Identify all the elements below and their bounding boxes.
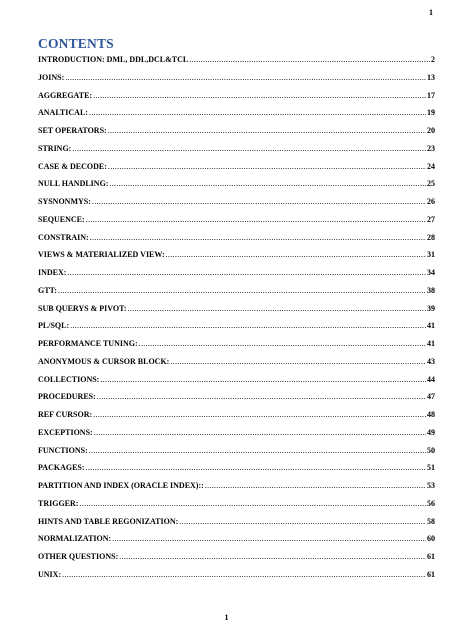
toc-entry-page: 26 xyxy=(427,197,435,206)
toc-entry-title: PERFORMANCE TUNING: xyxy=(38,339,138,348)
toc-entry[interactable] xyxy=(38,55,435,73)
toc-entry[interactable] xyxy=(38,233,435,251)
toc-entry-page: 39 xyxy=(427,303,435,313)
toc-dot-leader xyxy=(79,499,426,508)
toc-dot-leader xyxy=(89,446,426,455)
toc-dot-leader xyxy=(65,73,426,82)
toc-entry-title: PARTITION AND INDEX (ORACLE INDEX):: xyxy=(38,481,204,490)
toc-entry-title: JOINS: xyxy=(38,72,65,82)
toc-entry[interactable] xyxy=(38,91,435,109)
toc-entry[interactable] xyxy=(38,375,435,393)
toc-entry-page: 38 xyxy=(427,285,435,295)
toc-entry[interactable] xyxy=(38,179,435,197)
toc-entry-page: 13 xyxy=(427,72,435,82)
toc-dot-leader xyxy=(139,339,426,348)
toc-dot-leader xyxy=(93,410,426,419)
toc-entry-title: UNIX: xyxy=(38,569,62,579)
toc-entry[interactable] xyxy=(38,357,435,375)
toc-entry[interactable] xyxy=(38,392,435,410)
toc-dot-leader xyxy=(97,392,426,401)
toc-entry[interactable] xyxy=(38,499,435,517)
toc-entry-page: 49 xyxy=(427,427,435,437)
toc-entry-title: CONSTRAIN: xyxy=(38,232,89,242)
toc-entry-page: 27 xyxy=(427,214,435,224)
toc-entry-title: COLLECTIONS: xyxy=(38,374,100,384)
toc-entry-title: SEQUENCE: xyxy=(38,214,85,224)
toc-entry-page: 25 xyxy=(427,179,435,189)
toc-dot-leader xyxy=(86,463,426,472)
toc-entry-page: 23 xyxy=(427,143,435,153)
toc-dot-leader xyxy=(94,428,426,437)
toc-entry[interactable] xyxy=(38,446,435,464)
toc-entry-page: 48 xyxy=(427,410,435,419)
toc-dot-leader xyxy=(67,268,426,277)
toc-entry[interactable] xyxy=(38,428,435,446)
toc-entry[interactable] xyxy=(38,144,435,162)
toc-entry[interactable] xyxy=(38,108,435,126)
toc-entry-title: FUNCTIONS: xyxy=(38,445,88,455)
toc-entry[interactable] xyxy=(38,268,435,286)
toc-dot-leader xyxy=(108,162,426,171)
table-of-contents xyxy=(38,55,435,588)
toc-dot-leader xyxy=(62,570,426,579)
toc-entry-page: 58 xyxy=(427,516,435,526)
toc-dot-leader xyxy=(70,321,426,330)
toc-entry-page: 24 xyxy=(427,161,435,171)
toc-dot-leader xyxy=(90,233,426,242)
toc-entry[interactable] xyxy=(38,463,435,481)
toc-entry[interactable] xyxy=(38,481,435,499)
toc-entry[interactable] xyxy=(38,286,435,304)
header-page-number: 1 xyxy=(429,8,433,17)
toc-entry[interactable] xyxy=(38,570,435,588)
toc-entry-page: 61 xyxy=(427,569,435,579)
toc-entry-page: 56 xyxy=(427,498,435,508)
toc-entry-title: GTT: xyxy=(38,285,57,295)
toc-entry-title: INTRODUCTION: DML, DDL,DCL&TCL xyxy=(38,55,189,64)
toc-entry-page: 17 xyxy=(427,90,435,100)
toc-entry[interactable] xyxy=(38,197,435,215)
toc-entry-page: 44 xyxy=(427,374,435,384)
toc-entry-page: 50 xyxy=(427,445,435,455)
toc-dot-leader xyxy=(72,144,426,153)
toc-entry-page: 41 xyxy=(427,321,435,331)
toc-entry-title: PROCEDURES: xyxy=(38,392,96,402)
toc-entry-page: 61 xyxy=(427,552,435,561)
toc-entry-title: SUB QUERYS & PIVOT: xyxy=(38,303,127,313)
toc-entry-title: REF CURSOR: xyxy=(38,410,93,419)
footer-page-number: 1 xyxy=(224,613,229,622)
toc-entry[interactable] xyxy=(38,552,435,570)
toc-entry-page: 43 xyxy=(427,356,435,366)
toc-entry[interactable] xyxy=(38,304,435,322)
toc-entry-page: 31 xyxy=(427,250,435,260)
toc-dot-leader xyxy=(86,215,426,224)
toc-dot-leader xyxy=(109,179,426,188)
toc-dot-leader xyxy=(128,304,426,313)
toc-dot-leader xyxy=(112,534,426,543)
toc-dot-leader xyxy=(93,91,426,100)
toc-dot-leader xyxy=(166,250,426,259)
toc-dot-leader xyxy=(100,375,426,384)
toc-dot-leader xyxy=(119,552,426,561)
toc-entry[interactable] xyxy=(38,126,435,144)
toc-entry-page: 60 xyxy=(427,534,435,544)
toc-entry-page: 19 xyxy=(427,108,435,118)
toc-entry-page: 20 xyxy=(427,126,435,135)
toc-entry-page: 51 xyxy=(427,463,435,473)
toc-entry-page: 2 xyxy=(431,55,435,64)
toc-entry-title: NULL HANDLING: xyxy=(38,179,109,189)
toc-entry[interactable] xyxy=(38,250,435,268)
toc-entry-title: ANONYMOUS & CURSOR BLOCK: xyxy=(38,356,170,366)
toc-entry[interactable] xyxy=(38,339,435,357)
toc-entry-title: AGGREGATE: xyxy=(38,90,93,100)
toc-entry[interactable] xyxy=(38,410,435,428)
contents-heading: CONTENTS xyxy=(38,36,114,51)
toc-entry-title: ANALTICAL: xyxy=(38,108,88,118)
toc-entry-title: HINTS AND TABLE REGONIZATION: xyxy=(38,516,179,526)
toc-entry[interactable] xyxy=(38,73,435,91)
toc-dot-leader xyxy=(189,55,430,64)
toc-entry-title: CASE & DECODE: xyxy=(38,161,107,171)
toc-dot-leader xyxy=(108,126,426,135)
toc-entry[interactable] xyxy=(38,321,435,339)
toc-entry-page: 53 xyxy=(427,481,435,490)
toc-entry-title: SYSNONMYS: xyxy=(38,197,91,206)
toc-entry-page: 34 xyxy=(427,268,435,277)
toc-entry-title: EXCEPTIONS: xyxy=(38,427,93,437)
toc-entry-title: OTHER QUESTIONS: xyxy=(38,552,119,561)
toc-entry-title: VIEWS & MATERIALIZED VIEW: xyxy=(38,250,165,260)
toc-dot-leader xyxy=(205,481,426,490)
toc-entry-title: PL/SQL: xyxy=(38,321,70,331)
toc-entry[interactable] xyxy=(38,215,435,233)
toc-entry-page: 47 xyxy=(427,392,435,402)
toc-entry[interactable] xyxy=(38,517,435,535)
toc-dot-leader xyxy=(58,286,426,295)
toc-dot-leader xyxy=(179,517,426,526)
toc-entry-page: 28 xyxy=(427,232,435,242)
toc-entry-title: TRIGGER: xyxy=(38,498,79,508)
toc-entry-title: PACKAGES: xyxy=(38,463,85,473)
toc-entry-title: NORMALIZATION: xyxy=(38,534,112,544)
toc-entry-title: STRING: xyxy=(38,143,72,153)
toc-entry[interactable] xyxy=(38,534,435,552)
toc-entry-title: SET OPERATORS: xyxy=(38,126,107,135)
toc-entry[interactable] xyxy=(38,162,435,180)
toc-entry-page: 41 xyxy=(427,339,435,348)
toc-dot-leader xyxy=(170,357,426,366)
toc-entry-title: INDEX: xyxy=(38,268,67,277)
toc-dot-leader xyxy=(92,197,426,206)
toc-dot-leader xyxy=(89,108,426,117)
